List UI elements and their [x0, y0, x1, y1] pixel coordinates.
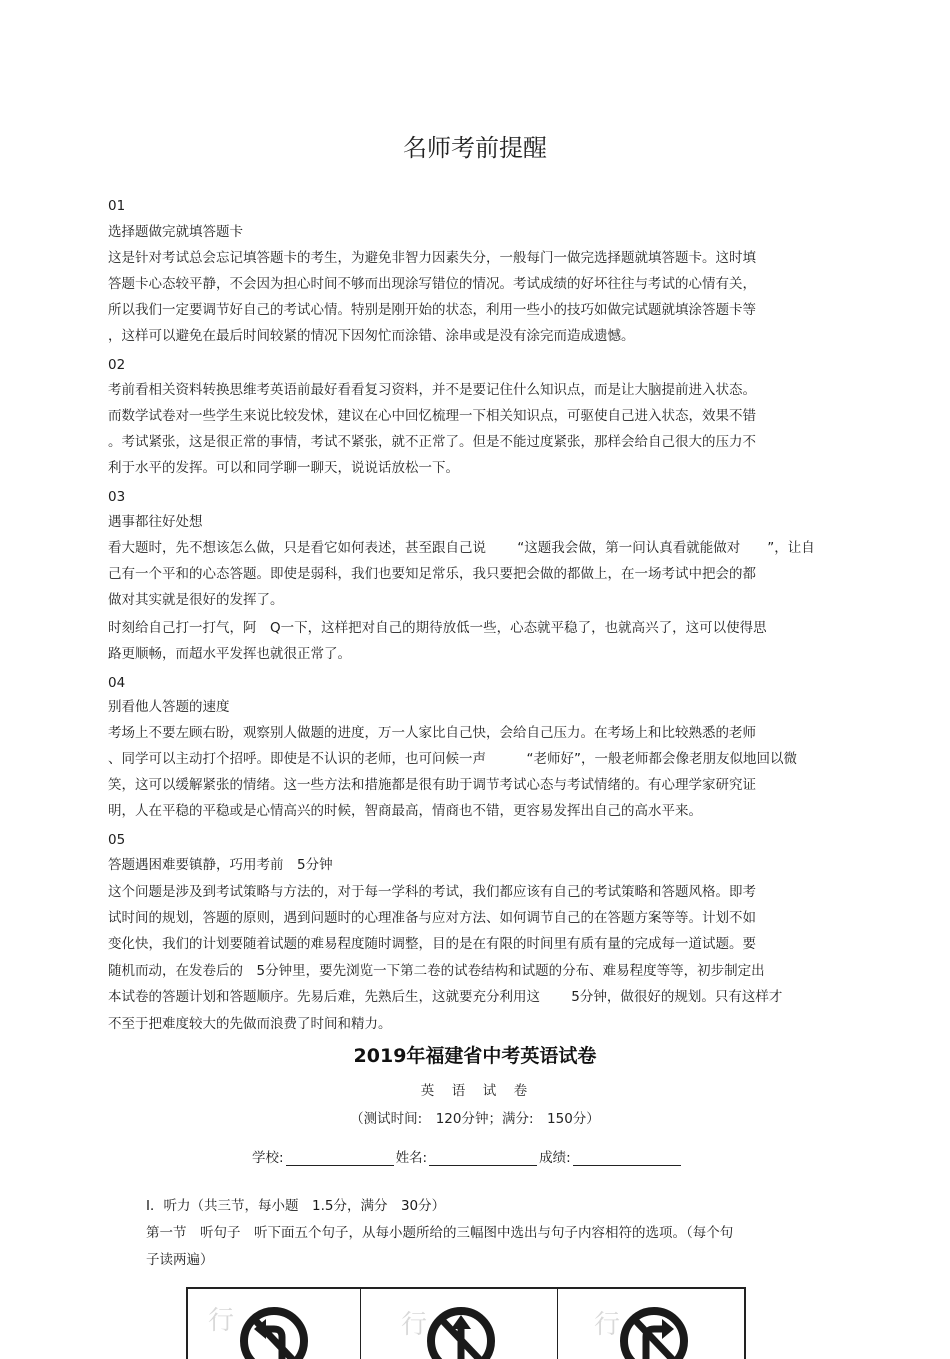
svg-text:行: 行	[594, 1310, 621, 1340]
school-label: 学校:	[252, 1150, 284, 1166]
no-straight-icon	[361, 1289, 557, 1359]
svg-text:行: 行	[401, 1310, 428, 1340]
text-line: 02	[108, 357, 126, 373]
text-line: 这是针对考试总会忘记填答题卡的考生，为避免非智力因素失分，一般每门一做完选择题就填答题卡。这时填	[108, 250, 756, 266]
text-line: 路更顺畅，而超水平发挥也就很正常了。	[108, 646, 351, 662]
picture-option-c[interactable]	[558, 1289, 744, 1359]
text-line: 答题遇困难要镇静，巧用考前 5分钟	[108, 857, 333, 873]
text-line: 明，人在平稳的平稳或是心情高兴的时候，智商最高，情商也不错，更容易发挥出自己的高水平来。	[108, 803, 702, 819]
text-line: 遇事都往好处想	[108, 514, 203, 530]
no-left-turn-icon	[188, 1289, 360, 1359]
text-line: ，这样可以避免在最后时间较紧的情况下因匆忙而涂错、涂串或是没有涂完而造成遗憾。	[108, 328, 635, 344]
student-info-row	[252, 1146, 683, 1166]
text-line: 所以我们一定要调节好自己的考试心情。特别是刚开始的状态，利用一些小的技巧如做完试题就填涂答题卡等	[108, 302, 756, 318]
text-line: 利于水平的发挥。可以和同学聊一聊天，说说话放松一下。	[108, 460, 459, 476]
text-line: 看大题时，先不想该怎么做，只是看它如何表述，甚至跟自己说 “这题我会做，第一问认真看就能做对 ”，让自	[108, 540, 815, 556]
text-line: 考场上不要左顾右盼，观察别人做题的进度，万一人家比自己快，会给自己压力。在考场上和比较熟悉的老师	[108, 725, 756, 741]
text-line: 不至于把难度较大的先做而浪费了时间和精力。	[108, 1016, 392, 1032]
text-line: 、同学可以主动打个招呼。即使是不认识的老师，也可问候一声 “老师好”，一般老师都会像老朋友似地回以微	[108, 751, 797, 767]
text-line: 。考试紧张，这是很正常的事情，考试不紧张，就不正常了。但是不能过度紧张，那样会给自己很大的压力不	[108, 434, 756, 450]
text-line: 04	[108, 675, 126, 691]
text-line: 考前看相关资料转换思维考英语前最好看看复习资料，并不是要记住什么知识点，而是让大脑提前进入状态。	[108, 382, 756, 398]
text-line: 本试卷的答题计划和答题顺序。先易后难，先熟后生，这就要充分利用这 5分钟，做很好的规划。只有这样才	[108, 989, 783, 1005]
score-field[interactable]	[573, 1151, 681, 1166]
text-line: 笑，这可以缓解紧张的情绪。这一些方法和措施都是很有助于调节考试心态与考试情绪的。有心理学家研究证	[108, 777, 756, 793]
picture-option-a[interactable]	[188, 1289, 361, 1359]
picture-option-b[interactable]	[361, 1289, 558, 1359]
name-label: 姓名:	[395, 1150, 428, 1166]
section-heading: Ⅰ．听力（共三节，每小题 1.5分，满分 30分）	[146, 1198, 446, 1214]
text-line: 而数学试卷对一些学生来说比较发怵，建议在心中回忆梳理一下相关知识点，可驱使自己进入状态，效果不错	[108, 408, 756, 424]
text-line: 01	[108, 198, 126, 214]
name-field[interactable]	[429, 1151, 537, 1166]
text-line: 03	[108, 489, 126, 505]
text-line: 选择题做完就填答题卡	[108, 224, 243, 240]
svg-text:行: 行	[208, 1306, 235, 1336]
exam-subject: 英 语 试 卷	[420, 1083, 530, 1099]
score-label: 成绩:	[539, 1150, 571, 1166]
text-line: 时刻给自己打一打气，阿 Q一下，这样把对自己的期待放低一些，心态就平稳了，也就高兴了，这可以使得思	[108, 620, 767, 636]
text-line: 随机而动，在发卷后的 5分钟里，要先浏览一下第二卷的试卷结构和试题的分布、难易程度等等，初步制定出	[108, 963, 765, 979]
picture-options	[186, 1287, 746, 1359]
text-line: 做对其实就是很好的发挥了。	[108, 592, 284, 608]
part1-instructions-cont: 子读两遍）	[146, 1252, 214, 1268]
text-line: 己有一个平和的心态答题。即使是弱科，我们也要知足常乐，我只要把会做的都做上，在一场考试中把会的都	[108, 566, 756, 582]
text-line: 05	[108, 832, 126, 848]
part1-instructions: 第一节 听句子 听下面五个句子，从每小题所给的三幅图中选出与句子内容相符的选项。（每个句	[146, 1225, 734, 1241]
page-title: 名师考前提醒	[403, 134, 547, 162]
text-line: 答题卡心态较平静，不会因为担心时间不够而出现涂写错位的情况。考试成绩的好坏往往与考试的心情有关，	[108, 276, 756, 292]
text-line: 别看他人答题的速度	[108, 699, 230, 715]
text-line: 试时间的规划，答题的原则，遇到问题时的心理准备与应对方法、如何调节自己的在答题方案等等。计划不如	[108, 910, 756, 926]
exam-time-info: （测试时间: 120分钟；满分: 150分）	[350, 1111, 600, 1127]
school-field[interactable]	[286, 1151, 394, 1166]
text-line: 这个问题是涉及到考试策略与方法的，对于每一学科的考试，我们都应该有自己的考试策略和答题风格。即考	[108, 884, 756, 900]
text-line: 变化快，我们的计划要随着试题的难易程度随时调整，目的是在有限的时间里有质有量的完成每一道试题。要	[108, 936, 756, 952]
no-right-turn-icon	[558, 1289, 744, 1359]
exam-title: 2019年福建省中考英语试卷	[353, 1045, 597, 1067]
